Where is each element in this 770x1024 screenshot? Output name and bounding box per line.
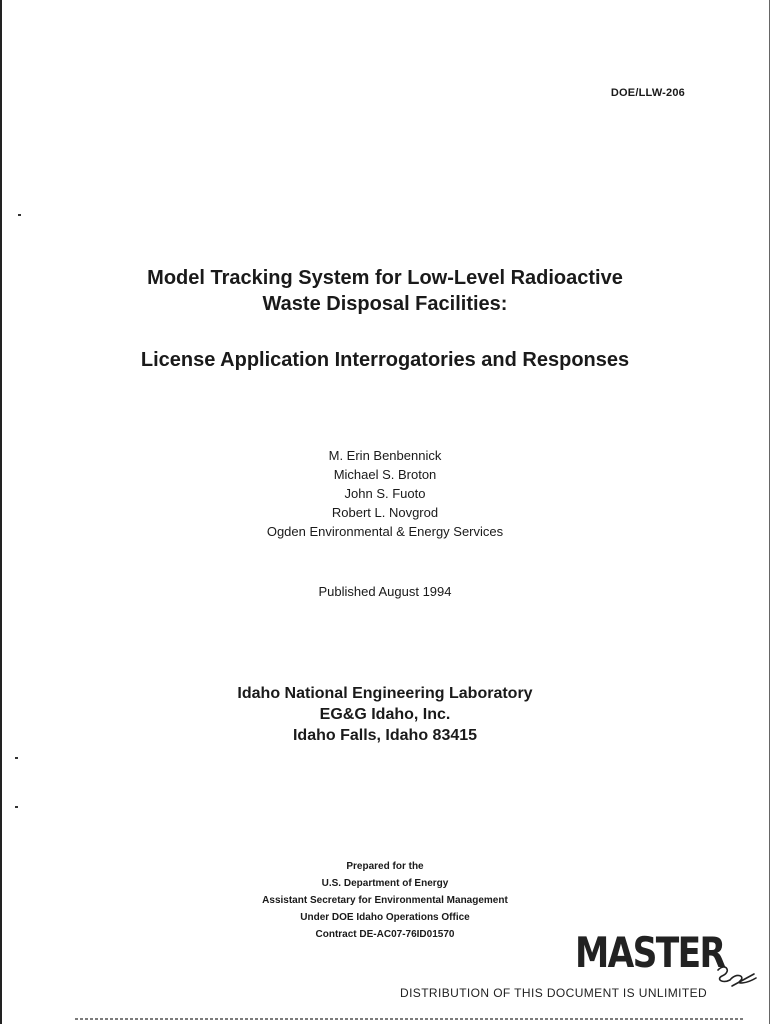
laboratory-block (0, 683, 770, 746)
author-name: Robert L. Novgrod (331, 505, 439, 520)
prepared-line: Contract DE-AC07-76ID01570 (315, 929, 455, 940)
distribution-statement: DISTRIBUTION OF THIS DOCUMENT IS UNLIMITED (400, 986, 708, 1000)
handwritten-initials (712, 962, 760, 992)
scan-bottom-rule (75, 1018, 745, 1020)
prepared-line: Under DOE Idaho Operations Office (300, 912, 470, 923)
author-organization: Ogden Environmental & Energy Services (266, 524, 504, 539)
author-name: John S. Fuoto (344, 486, 426, 501)
scan-speck (15, 806, 18, 808)
scan-speck (15, 757, 18, 759)
lab-line: EG&G Idaho, Inc. (319, 706, 451, 723)
prepared-line: U.S. Department of Energy (321, 878, 449, 889)
document-number: DOE/LLW-206 (610, 87, 685, 99)
report-subtitle: License Application Interrogatories and Responses (140, 349, 630, 371)
lab-line: Idaho Falls, Idaho 83415 (292, 727, 478, 744)
publication-date: Published August 1994 (318, 584, 452, 599)
scan-speck (18, 214, 21, 216)
author-name: M. Erin Benbennick (328, 448, 442, 463)
author-name: Michael S. Broton (333, 467, 437, 482)
lab-line: Idaho National Engineering Laboratory (237, 685, 533, 702)
master-stamp: MASTER (575, 928, 725, 977)
title-line: Model Tracking System for Low-Level Radioactive (147, 267, 623, 289)
prepared-line: Assistant Secretary for Environmental Management (262, 895, 508, 906)
report-title (0, 265, 770, 317)
prepared-line: Prepared for the (346, 861, 424, 872)
author-list (0, 446, 770, 541)
title-line: Waste Disposal Facilities: (262, 293, 508, 315)
